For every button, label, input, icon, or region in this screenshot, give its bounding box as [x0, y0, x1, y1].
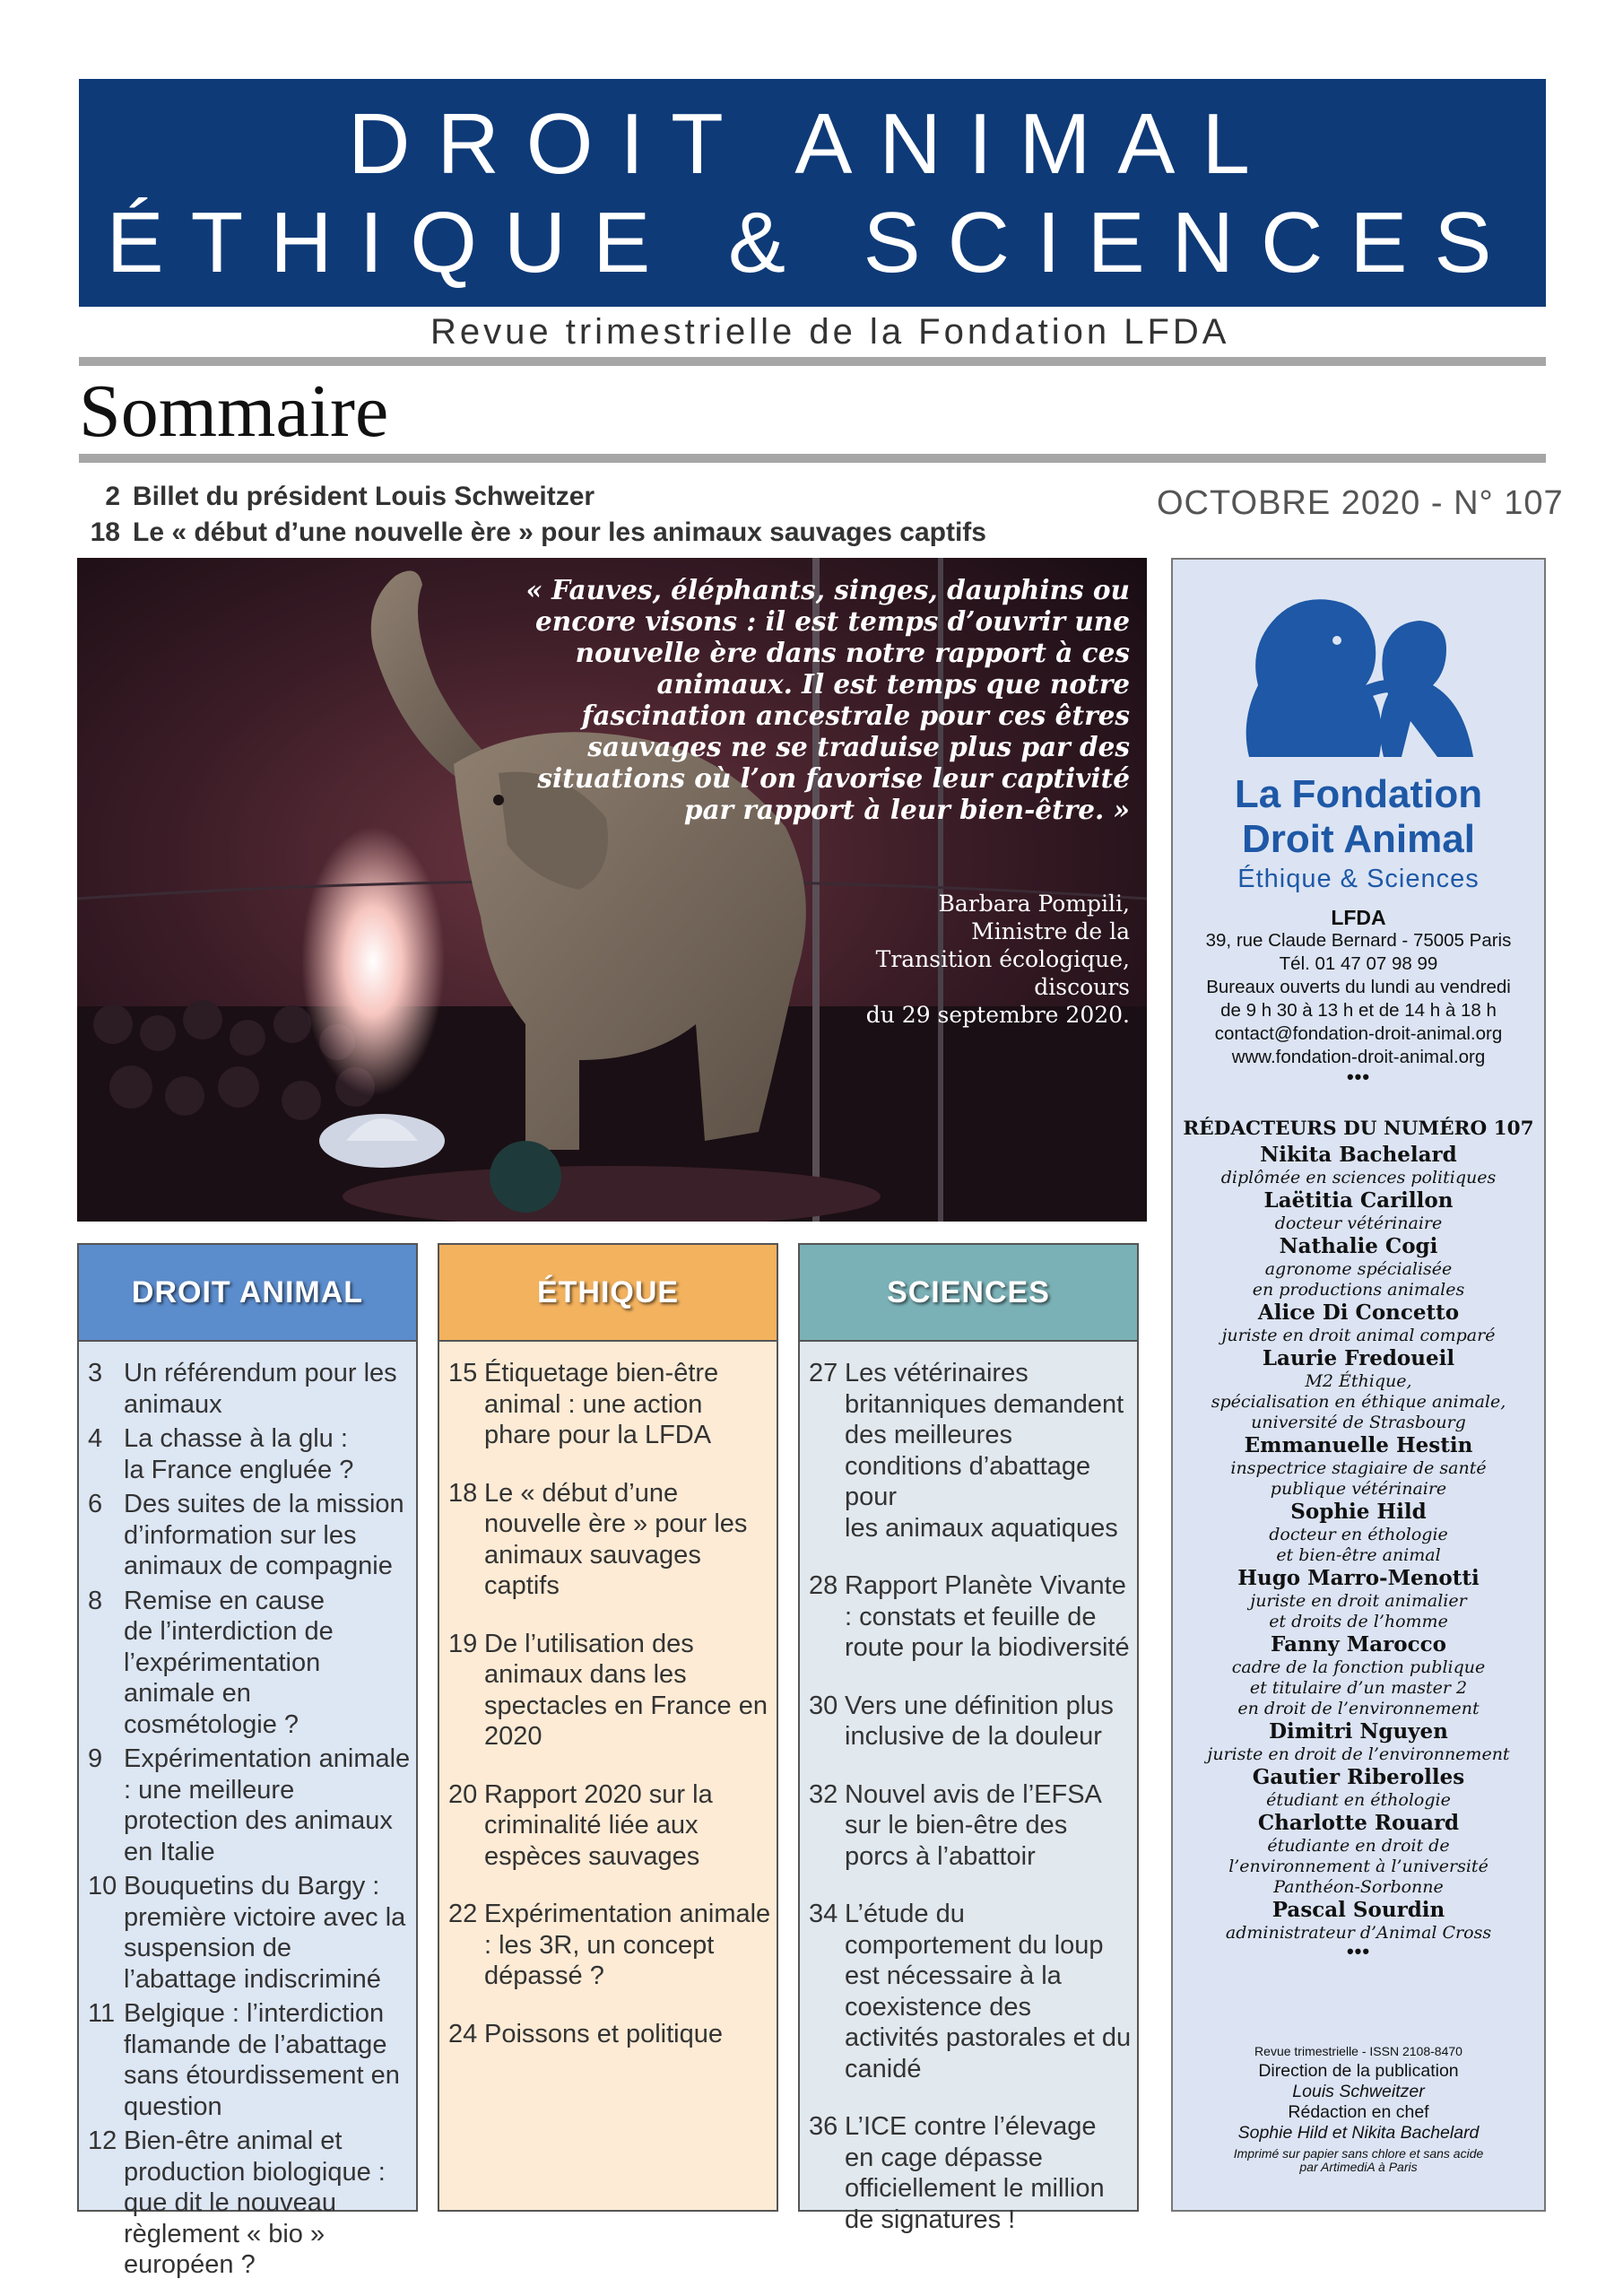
redacteur-role: docteur vétérinaire	[1274, 1213, 1443, 1233]
article-item[interactable]	[809, 2111, 1132, 2235]
page-number: 34	[809, 1900, 838, 1928]
article-title: Expérimentation animale : les 3R, un concept dépassé ?	[484, 1900, 771, 1990]
section-heading: ÉTHIQUE	[439, 1245, 777, 1342]
article-item[interactable]	[88, 1586, 411, 1741]
redacteur-name: Hugo Marro-Menotti	[1237, 1566, 1480, 1590]
article-title: Remise en cause de l’interdiction de l’expérimentation animale en cosmétologie ?	[124, 1586, 334, 1739]
article-item[interactable]	[809, 1570, 1132, 1664]
page-number: 18	[90, 517, 120, 547]
redacteur-role: agronome spécialisée en productions animales	[1252, 1259, 1465, 1300]
redacteur-name: Charlotte Rouard	[1257, 1811, 1460, 1835]
masthead-subtitle: Revue trimestrielle de la Fondation LFDA	[430, 312, 1230, 352]
redacteur	[1173, 1500, 1544, 1566]
redacteur	[1173, 1898, 1544, 1944]
quote-text: « Fauves, éléphants, singes, dauphins ou encore visons : il est temps d’ouvrir une nouvelle ère dans notre rapport à ces animaux. Il est temps que notre fascination ancestrale pour ces êtres sauvages ne se traduise plus par des situations où l’on favorise leur captivité par rapport à leur bien-être. »	[525, 574, 1130, 825]
redacteur-role: M2 Éthique, spécialisation en éthique animale, université de Strasbourg	[1211, 1371, 1506, 1432]
redacteur-name: Gautier Riberolles	[1252, 1765, 1465, 1789]
issn: Revue trimestrielle - ISSN 2108-8470	[1254, 2044, 1462, 2058]
article-title: Des suites de la mission d’information sur les animaux de compagnie	[124, 1490, 404, 1580]
page-number: 15	[448, 1359, 478, 1387]
article-item[interactable]	[448, 1478, 771, 1602]
article-list	[79, 1342, 416, 2281]
redacteur	[1173, 1632, 1544, 1719]
lfda-label: LFDA	[1331, 906, 1386, 929]
article-item[interactable]	[88, 1744, 411, 1867]
page-number: 19	[448, 1629, 478, 1658]
article-title: Belgique : l’interdiction flamande de l’abattage sans étourdissement en question	[124, 1999, 400, 2121]
article-item[interactable]	[809, 1779, 1132, 1873]
contact-info	[1173, 906, 1544, 1088]
page-number: 12	[88, 2126, 117, 2155]
page-number: 18	[448, 1478, 478, 1508]
redacteur-name: Nikita Bachelard	[1260, 1143, 1457, 1167]
article-item[interactable]	[809, 1358, 1132, 1544]
article-title: De l’utilisation des animaux dans les spectacles en France en 2020	[484, 1629, 768, 1751]
page-number: 4	[88, 1424, 103, 1453]
redacteur	[1173, 1300, 1544, 1346]
redacteur-role: cadre de la fonction publique et titulaire d’un master 2 en droit de l’environnement	[1231, 1657, 1486, 1718]
redacteur-role: juriste en droit de l’environnement	[1207, 1744, 1510, 1764]
redacteur-name: Nathalie Cogi	[1279, 1234, 1438, 1258]
article-item[interactable]	[448, 2019, 771, 2050]
article-list	[439, 1342, 777, 2049]
redacteur-name: Laëtitia Carillon	[1263, 1188, 1454, 1213]
address: 39, rue Claude Bernard - 75005 Paris	[1205, 930, 1512, 951]
attribution-line: Transition écologique,	[875, 946, 1130, 972]
redaction-label: Rédaction en chef	[1288, 2102, 1429, 2122]
hours-line2: de 9 h 30 à 13 h et de 14 h à 18 h	[1220, 1000, 1497, 1021]
article-title: L’étude du comportement du loup est nécessaire à la coexistence des activités pastorales et du canidé	[845, 1900, 1132, 2083]
lion-and-woman-logo-icon	[1231, 587, 1491, 761]
section-ethique	[438, 1243, 778, 2212]
redacteur	[1173, 1566, 1544, 1632]
page-number: 30	[809, 1691, 838, 1720]
fondation-name-line2: Droit Animal	[1242, 817, 1475, 861]
article-list	[800, 1342, 1137, 2235]
redacteur-role: inspectrice stagiaire de santé publique vétérinaire	[1230, 1458, 1487, 1499]
separator: •••	[1346, 1940, 1371, 1962]
quote-attribution	[717, 890, 1130, 1029]
redacteurs-list	[1173, 1116, 1544, 1960]
article-item[interactable]	[809, 1899, 1132, 2084]
page-number: 10	[88, 1872, 117, 1900]
sidebar	[1171, 558, 1546, 2212]
article-title: Rapport 2020 sur la criminalité liée aux espèces sauvages	[484, 1779, 713, 1871]
redacteur-name: Alice Di Concetto	[1257, 1300, 1460, 1325]
redacteur-role: étudiant en éthologie	[1266, 1790, 1451, 1810]
redacteur-name: Laurie Fredoueil	[1262, 1346, 1455, 1370]
top-highlight-item[interactable]	[86, 515, 986, 551]
fondation-name-line3: Éthique & Sciences	[1237, 865, 1480, 893]
article-item[interactable]	[809, 1691, 1132, 1752]
attribution-line: Barbara Pompili,	[938, 891, 1130, 917]
redacteur-role: diplômée en sciences politiques	[1220, 1168, 1497, 1187]
email-link[interactable]: contact@fondation-droit-animal.org	[1214, 1023, 1503, 1044]
redacteur-name: Dimitri Nguyen	[1269, 1719, 1448, 1744]
section-heading: DROIT ANIMAL	[79, 1245, 416, 1342]
article-title: Un référendum pour les animaux	[124, 1359, 397, 1419]
article-title: L’ICE contre l’élevage en cage dépasse officiellement le million de signatures !	[845, 2112, 1105, 2234]
printer-info: Imprimé sur papier sans chlore et sans acide par ArtimediA à Paris	[1233, 2146, 1484, 2174]
redacteur-name: Sophie Hild	[1290, 1500, 1427, 1524]
page-number: 8	[88, 1586, 103, 1615]
section-heading: SCIENCES	[800, 1245, 1137, 1342]
redacteur-name: Pascal Sourdin	[1271, 1898, 1445, 1922]
article-item[interactable]	[88, 1489, 411, 1582]
fondation-name-line1: La Fondation	[1234, 772, 1483, 816]
redacteur-role: étudiante en droit de l’environnement à l’université Panthéon-Sorbonne	[1228, 1836, 1488, 1897]
page-number: 24	[448, 2019, 478, 2048]
masthead	[79, 79, 1546, 307]
issue-date: OCTOBRE 2020 - N° 107	[1157, 484, 1564, 522]
article-item[interactable]	[448, 1899, 771, 1992]
redacteur-role: docteur en éthologie et bien-être animal	[1269, 1525, 1448, 1565]
article-title: Poissons et politique	[484, 2019, 723, 2048]
redacteur	[1173, 1811, 1544, 1898]
redacteurs-title: RÉDACTEURS DU NUMÉRO 107	[1183, 1118, 1534, 1140]
divider-sommaire	[79, 454, 1546, 463]
redaction-names: Sophie Hild et Nikita Bachelard	[1237, 2123, 1480, 2143]
redacteur-role: juriste en droit animal comparé	[1221, 1326, 1496, 1345]
page-number: 2	[105, 482, 120, 511]
article-item[interactable]	[88, 1423, 411, 1485]
article-item[interactable]	[448, 1779, 771, 1873]
redacteur-name: Fanny Marocco	[1271, 1632, 1446, 1657]
article-title: Rapport Planète Vivante : constats et feuille de route pour la biodiversité	[845, 1571, 1130, 1662]
page-number: 32	[809, 1779, 838, 1809]
redacteur	[1173, 1433, 1544, 1500]
redacteur-name: Emmanuelle Hestin	[1244, 1433, 1473, 1457]
page-number: 9	[88, 1744, 103, 1773]
article-item[interactable]	[88, 1358, 411, 1420]
article-item[interactable]	[88, 2126, 411, 2281]
article-title: La chasse à la glu : la France engluée ?	[124, 1424, 354, 1484]
section-sciences	[798, 1243, 1139, 2234]
page-number: 22	[448, 1900, 478, 1928]
separator: •••	[1346, 1065, 1371, 1088]
highlight-title: Le « début d’une nouvelle ère » pour les animaux sauvages captifs	[133, 517, 986, 547]
article-title: Bouquetins du Bargy : première victoire avec la suspension de l’abattage indiscriminé	[124, 1872, 406, 1994]
page-number: 20	[448, 1779, 478, 1809]
direction-label: Direction de la publication	[1258, 2061, 1459, 2081]
page-number: 28	[809, 1571, 838, 1600]
masthead-title-line1: DROIT ANIMAL	[348, 96, 1277, 192]
article-item[interactable]	[448, 1629, 771, 1752]
article-item[interactable]	[448, 1358, 771, 1451]
article-item[interactable]	[88, 1871, 411, 1995]
hours-line1: Bureaux ouverts du lundi au vendredi	[1206, 977, 1511, 997]
attribution-line: Ministre de la	[971, 918, 1130, 944]
redacteur	[1173, 1719, 1544, 1765]
page-number: 3	[88, 1359, 103, 1387]
sommaire-title: Sommaire	[79, 370, 389, 453]
redacteur	[1173, 1346, 1544, 1433]
redacteur	[1173, 1765, 1544, 1811]
page-number: 11	[88, 1999, 116, 2028]
masthead-title-line2: ÉTHIQUE & SCIENCES	[106, 195, 1519, 291]
divider-top	[79, 357, 1546, 366]
top-highlight-item[interactable]	[86, 479, 986, 515]
redacteur	[1173, 1143, 1544, 1188]
redacteur-role: administrateur d’Animal Cross	[1225, 1923, 1492, 1943]
article-title: Le « début d’une nouvelle ère » pour les animaux sauvages captifs	[484, 1478, 748, 1600]
article-title: Nouvel avis de l’EFSA sur le bien-être des porcs à l’abattoir	[845, 1779, 1101, 1871]
redacteur-role: juriste en droit animalier et droits de l’homme	[1250, 1591, 1467, 1631]
page-number: 27	[809, 1359, 838, 1387]
article-title: Les vétérinaires britanniques demandent des meilleures conditions d’abattage pour les animaux aquatiques	[845, 1359, 1124, 1543]
phone: Tél. 01 47 07 98 99	[1279, 953, 1438, 974]
direction-name: Louis Schweitzer	[1292, 2082, 1425, 2101]
article-title: Vers une définition plus inclusive de la douleur	[845, 1691, 1114, 1751]
page-number: 36	[809, 2112, 838, 2141]
redacteur	[1173, 1188, 1544, 1234]
article-title: Expérimentation animale : une meilleure protection des animaux en Italie	[124, 1744, 411, 1866]
section-droit-animal	[77, 1243, 418, 2279]
page-number: 6	[88, 1490, 103, 1518]
website-link[interactable]: www.fondation-droit-animal.org	[1231, 1047, 1486, 1067]
publication-info	[1173, 2041, 1544, 2174]
highlight-title: Billet du président Louis Schweitzer	[133, 482, 595, 511]
attribution-line: discours	[1034, 974, 1130, 1000]
redacteur	[1173, 1234, 1544, 1300]
article-title: Étiquetage bien-être animal : une action phare pour la LFDA	[484, 1359, 719, 1449]
article-item[interactable]	[88, 1998, 411, 2122]
attribution-line: du 29 septembre 2020.	[865, 1002, 1130, 1028]
article-title: Bien-être animal et production biologique : que dit le nouveau règlement « bio » européen ?	[124, 2126, 386, 2279]
top-highlights	[86, 479, 986, 551]
